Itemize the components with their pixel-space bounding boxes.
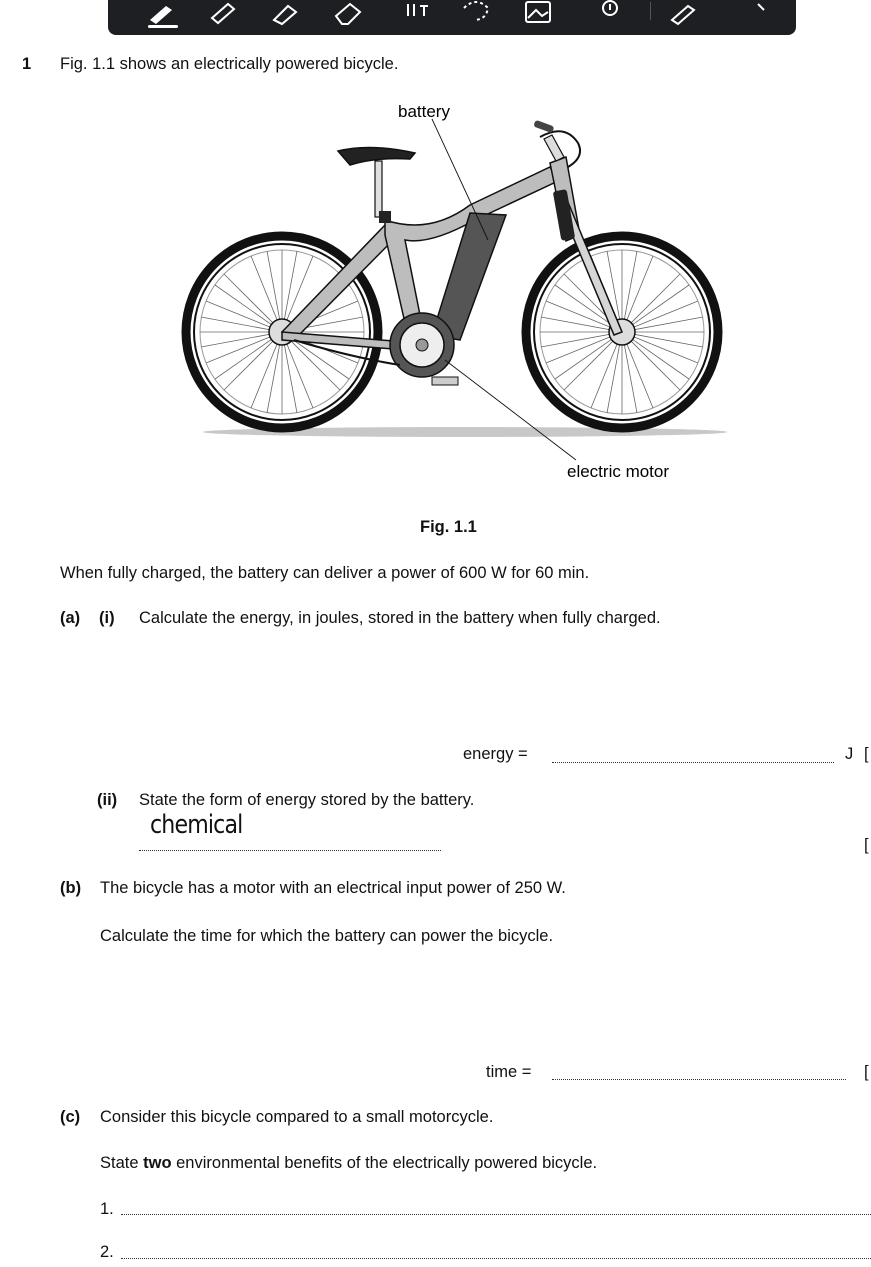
saddle bbox=[338, 147, 415, 223]
time-answer-line[interactable] bbox=[552, 1079, 846, 1080]
toolbar-divider bbox=[650, 2, 651, 20]
motor-label: electric motor bbox=[567, 462, 670, 481]
part-a-i-text: Calculate the energy, in joules, stored in the battery when fully charged. bbox=[139, 609, 661, 627]
lasso-icon[interactable] bbox=[458, 0, 494, 28]
time-label: time = bbox=[486, 1063, 532, 1081]
energy-unit: J bbox=[845, 745, 854, 763]
part-a-ii-answer-line[interactable] bbox=[139, 850, 441, 851]
chevron-right-icon[interactable] bbox=[744, 0, 780, 28]
part-c-text2-post: environmental benefits of the electrically powered bicycle. bbox=[171, 1154, 598, 1172]
question-intro: Fig. 1.1 shows an electrically powered bicycle. bbox=[60, 55, 399, 73]
energy-answer-line[interactable] bbox=[552, 762, 834, 763]
battery-label: battery bbox=[398, 102, 450, 121]
motor-leader-line bbox=[445, 360, 576, 460]
marker-icon[interactable] bbox=[204, 0, 240, 28]
benefit-item-1: 1. bbox=[100, 1200, 114, 1218]
annotation-toolbar bbox=[108, 0, 796, 35]
part-b-text1: The bicycle has a motor with an electrical input power of 250 W. bbox=[100, 879, 566, 897]
text-tool-icon[interactable] bbox=[398, 0, 434, 28]
pen-icon[interactable] bbox=[144, 0, 180, 28]
part-a-ii-label: (ii) bbox=[97, 791, 118, 809]
part-a-i-label: (i) bbox=[99, 609, 115, 627]
highlighter-icon[interactable] bbox=[268, 0, 304, 28]
marks-a-i: [ bbox=[864, 745, 869, 763]
pencil-icon[interactable] bbox=[666, 0, 702, 28]
handlebars bbox=[533, 120, 580, 167]
handwritten-answer: chemical bbox=[150, 810, 243, 840]
benefit-2-answer-line[interactable] bbox=[121, 1258, 871, 1259]
question-number: 1 bbox=[22, 55, 32, 73]
hand-icon[interactable] bbox=[592, 0, 628, 28]
part-a-ii-text: State the form of energy stored by the battery. bbox=[139, 791, 475, 809]
part-c-text1: Consider this bicycle compared to a small motorcycle. bbox=[100, 1108, 494, 1126]
benefit-1-answer-line[interactable] bbox=[121, 1214, 871, 1215]
part-b-label: (b) bbox=[60, 879, 82, 897]
part-c-text2 bbox=[100, 1154, 597, 1173]
benefit-item-2: 2. bbox=[100, 1243, 114, 1261]
eraser-icon[interactable] bbox=[330, 0, 366, 28]
part-c-text2-pre: State bbox=[100, 1154, 144, 1172]
bicycle-figure bbox=[170, 95, 740, 495]
part-c-label: (c) bbox=[60, 1108, 81, 1126]
part-b-text2: Calculate the time for which the battery can power the bicycle. bbox=[100, 927, 554, 945]
figure-caption: Fig. 1.1 bbox=[420, 518, 477, 536]
part-c-text2-bold: two bbox=[143, 1154, 172, 1172]
part-a-label: (a) bbox=[60, 609, 81, 627]
marks-b: [ bbox=[864, 1063, 869, 1081]
marks-a-ii: [ bbox=[864, 836, 869, 854]
question-statement: When fully charged, the battery can deliver a power of 600 W for 60 min. bbox=[60, 564, 590, 582]
image-icon[interactable] bbox=[520, 0, 556, 28]
energy-label: energy = bbox=[463, 745, 528, 763]
